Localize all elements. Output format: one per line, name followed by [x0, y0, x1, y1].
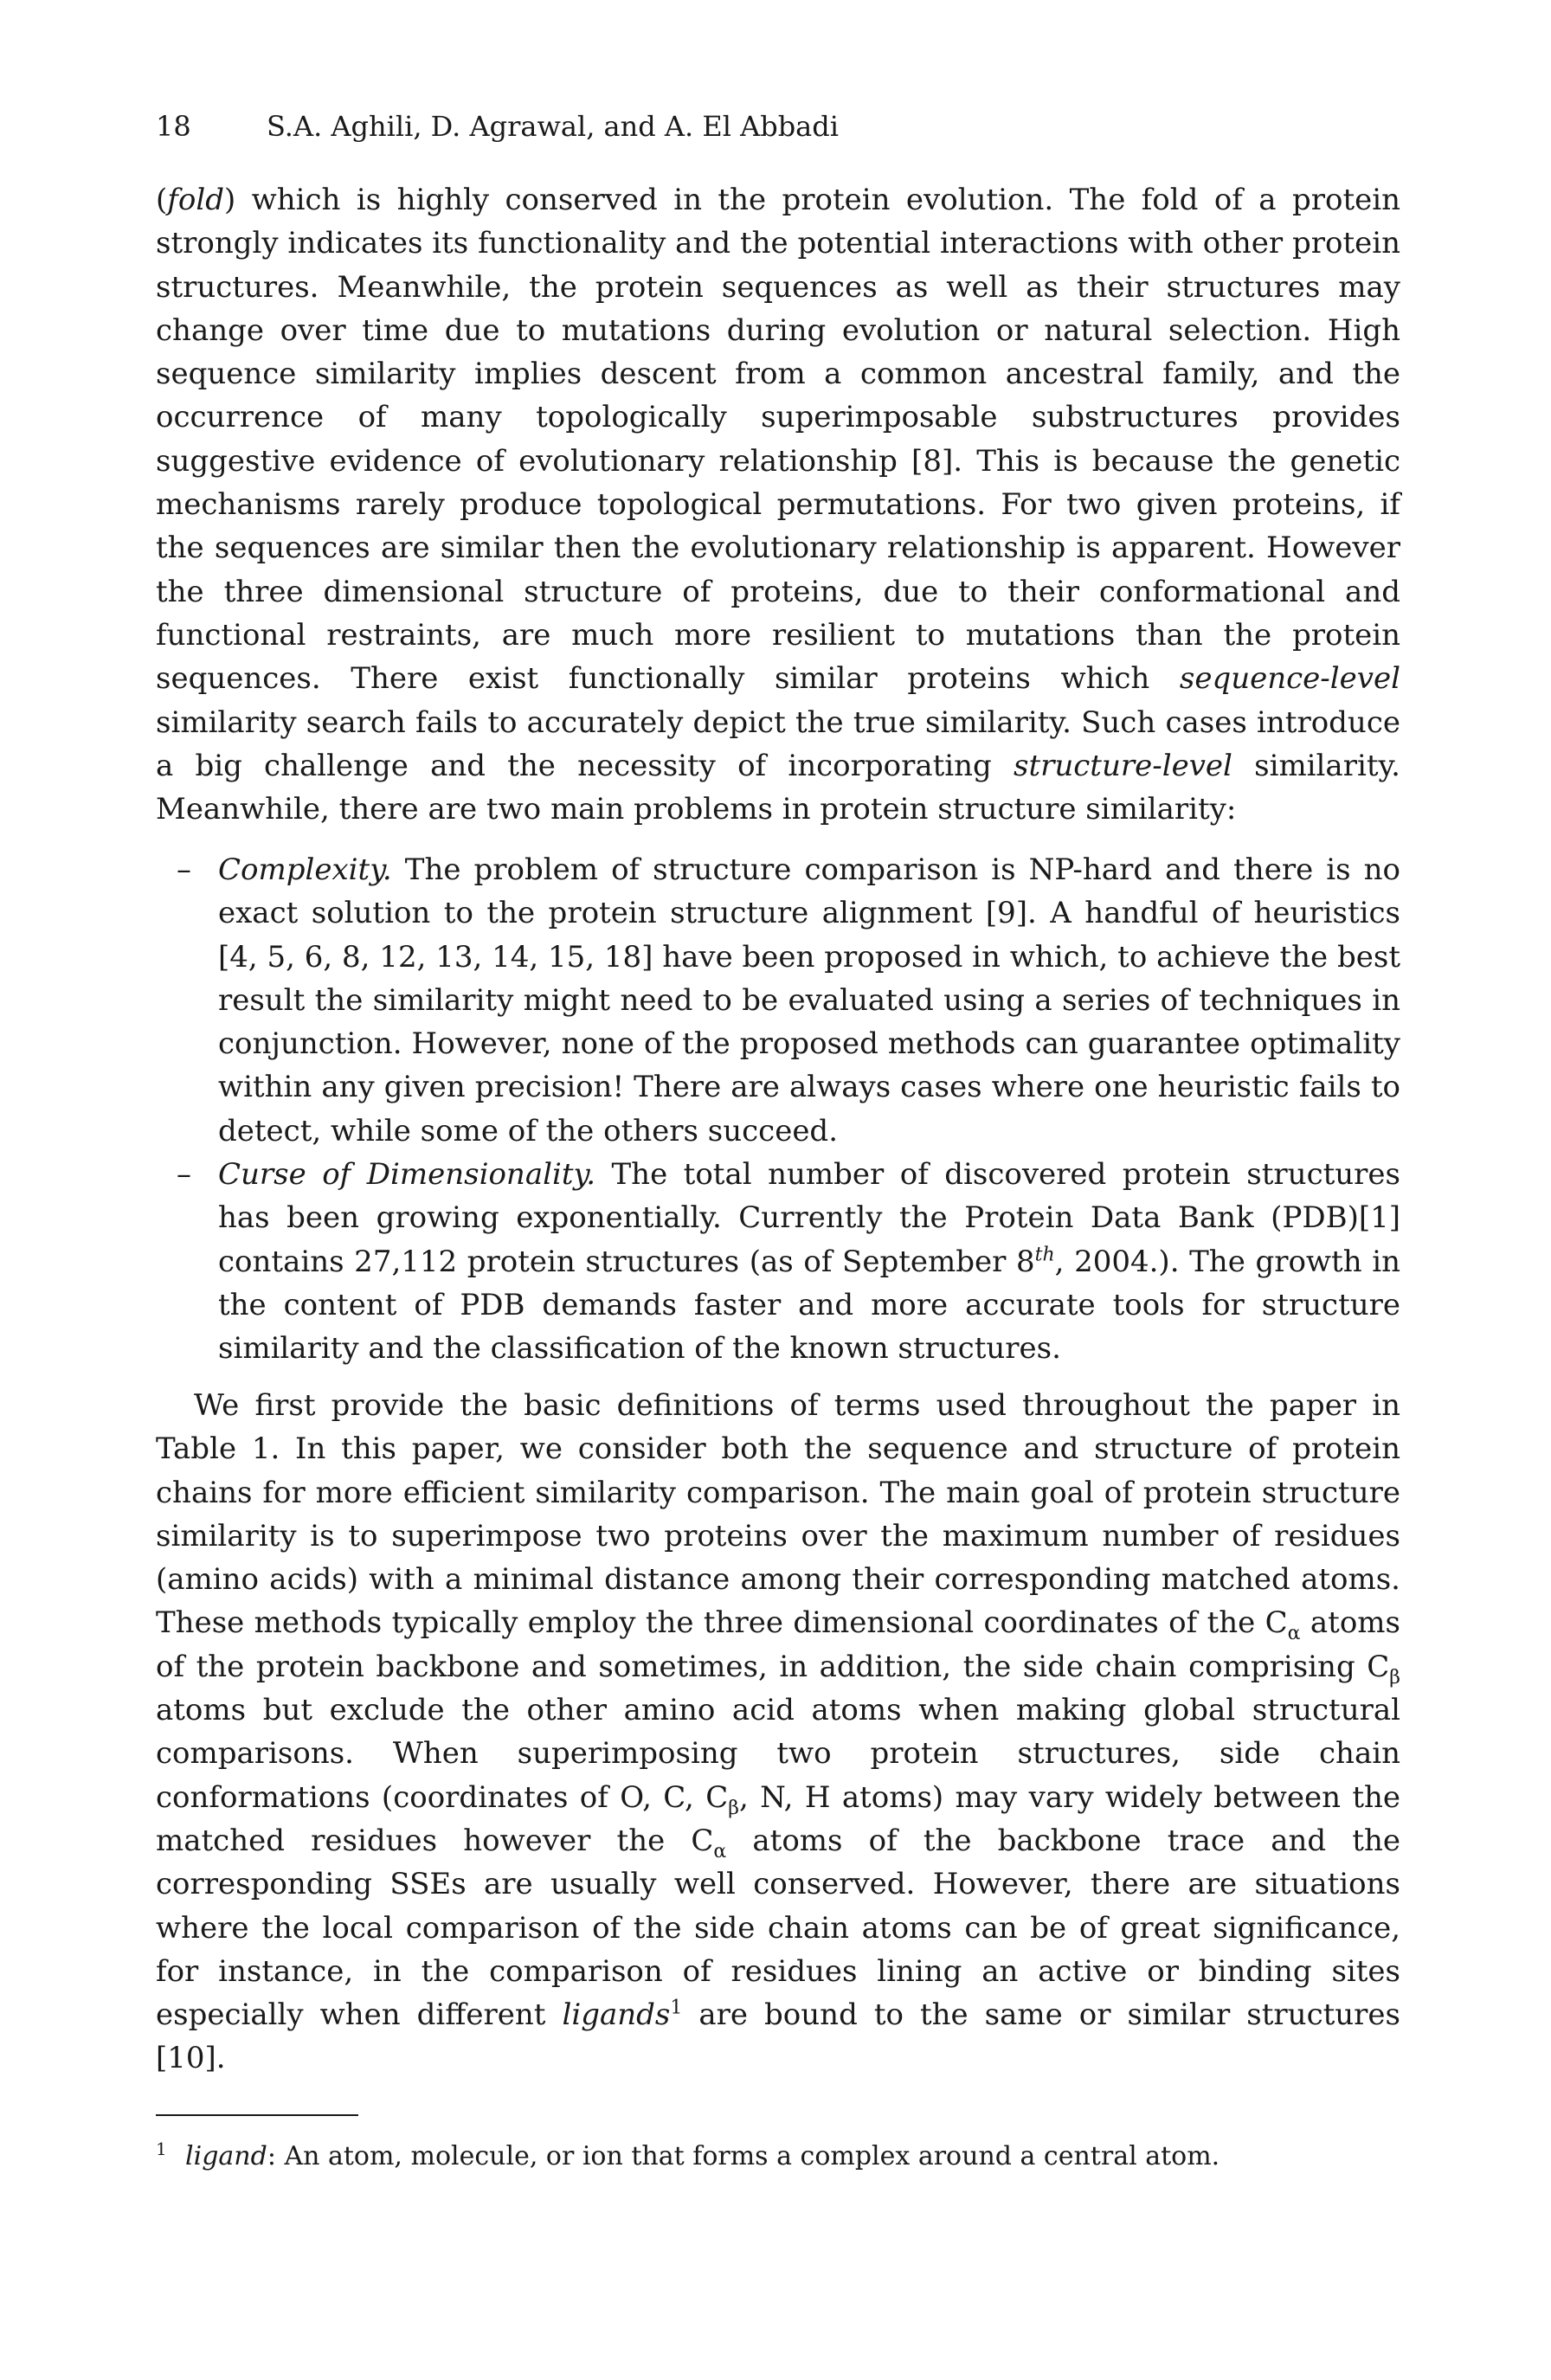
list-dash: –	[177, 1157, 191, 1193]
term-structure-level: structure-level	[1014, 748, 1232, 783]
problem-list	[156, 848, 1400, 1371]
list-dash: –	[177, 852, 191, 887]
footnote-reference[interactable]: 1	[670, 1997, 683, 2019]
paragraph-1: (fold) which is highly conserved in the protein evolution. The fold of a protein strongly indicates its functionality and the potential interactions with other protein structures. Meanwhile, the protein sequences as well as their structures may change over time due to mutations during evolution or natural selection. High sequence similarity implies descent from a common ancestral family, and the occurrence of many topologically superimposable substructures provides suggestive evidence of evolutionary relationship [8]. This is because the genetic mechanisms rarely produce topological permutations. For two given proteins, if the sequences are similar then the evolutionary relationship is apparent. However the three dimensional structure of proteins, due to their conformational and functional restraints, are much more resilient to mutations than the protein sequences. There exist functionally similar proteins which sequence-level similarity search fails to accurately depict the true similarity. Such cases introduce a big challenge and the necessity of incorporating structure-level similarity. Meanwhile, there are two main problems in protein structure similarity:	[156, 183, 1400, 827]
footnote-mark: 1	[156, 2139, 167, 2159]
footnote: 1 ligand: An atom, molecule, or ion that forms a complex around a central atom.	[156, 2129, 1400, 2177]
list-item-dimensionality: – Curse of Dimensionality. The total number of discovered protein structures has been growing exponentially. Currently the Protein Data Bank (PDB)[1] contains 27,112 protein structures (as of September 8th, 2004.). The growth in the content of PDB demands faster and more accurate tools for structure similarity and the classification of the known structures.	[156, 1153, 1400, 1370]
paragraph-2: We first provide the basic definitions of terms used throughout the paper in Table 1. In this paper, we consider both the sequence and structure of protein chains for more efficient similarity comparison. The main goal of protein structure similarity is to superimpose two proteins over the maximum number of residues (amino acids) with a minimal distance among their corresponding matched atoms. These methods typically employ the three dimensional coordinates of the $C_\alpha$ atoms of the protein backbone and sometimes, in addition, the side chain comprising $C_\beta$ atoms but exclude the other amino acid atoms when making global structural comparisons. When superimposing two protein structures, side chain conformations (coordinates of O, C, $C_\beta$, N, H atoms) may vary widely between the matched residues however the $C_\alpha$ atoms of the backbone trace and the corresponding SSEs are usually well conserved. However, there are situations where the local comparison of the side chain atoms can be of great significance, for instance, in the comparison of residues lining an active or binding sites especially when different ligands$^1$ are bound to the same or similar structures [10].	[156, 1388, 1401, 2076]
footnote-term: ligand	[185, 2141, 267, 2171]
list-item-title: Curse of Dimensionality.	[218, 1157, 596, 1193]
list-item-complexity: – Complexity. The problem of structure comparison is NP-hard and there is no exact solution to the protein structure alignment [9]. A handful of heuristics [4, 5, 6, 8, 12, 13, 14, 15, 18] have been proposed in which, to achieve the best result the similarity might need to be evaluated using a series of techniques in conjunction. However, none of the proposed methods can guarantee optimality within any given precision! There are always cases where one heuristic fails to detect, while some of the others succeed.	[156, 848, 1400, 1153]
running-title: S.A. Aghili, D. Agrawal, and A. El Abbadi	[267, 110, 839, 143]
list-item-title: Complexity.	[218, 852, 392, 887]
running-header	[156, 102, 1402, 151]
term-sequence-level: sequence-level	[1179, 661, 1400, 697]
term-fold: fold	[167, 183, 224, 217]
page-number: 18	[156, 110, 191, 143]
term-ligands: ligands	[562, 1997, 671, 2033]
footnote-rule	[156, 2114, 358, 2116]
